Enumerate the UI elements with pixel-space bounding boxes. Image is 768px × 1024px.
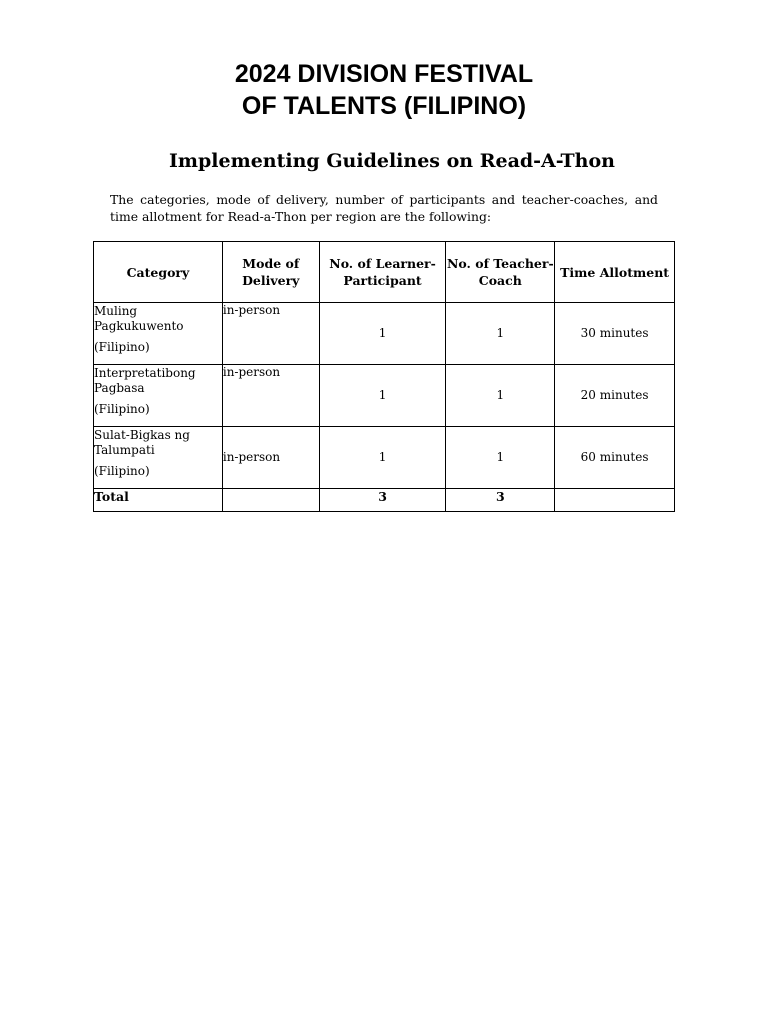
learner-count-cell: 1 <box>319 303 446 365</box>
category-cell <box>94 303 223 365</box>
category-name: Interpretatibong Pagbasa <box>94 366 196 395</box>
total-time-cell <box>555 489 675 512</box>
total-mode-cell <box>222 489 319 512</box>
intro-paragraph: The categories, mode of delivery, number of participants and teacher-coaches, and time allotment for Read-a-Thon per region are the following: <box>110 192 658 224</box>
category-language: (Filipino) <box>94 464 150 478</box>
mode-cell: in-person <box>222 365 319 427</box>
learner-count-cell: 1 <box>319 427 446 489</box>
mode-cell: in-person <box>222 427 319 489</box>
table-row <box>94 303 675 365</box>
table-row <box>94 427 675 489</box>
coach-count-cell: 1 <box>446 427 555 489</box>
document-title <box>0 58 768 122</box>
guidelines-table <box>93 241 675 512</box>
coach-count-cell: 1 <box>446 303 555 365</box>
total-coaches: 3 <box>446 489 555 512</box>
learner-count-cell: 1 <box>319 365 446 427</box>
mode-cell: in-person <box>222 303 319 365</box>
category-language: (Filipino) <box>94 402 150 416</box>
table-header-row <box>94 242 675 303</box>
category-name: Sulat-Bigkas ng Talumpati <box>94 428 190 457</box>
header-teacher-coach: No. of Teacher-Coach <box>446 242 555 303</box>
header-time-allotment: Time Allotment <box>555 242 675 303</box>
title-line-1: 2024 DIVISION FESTIVAL <box>234 60 534 88</box>
title-line-2: OF TALENTS (FILIPINO) <box>241 92 527 120</box>
category-name: Muling Pagkukuwento <box>94 304 184 333</box>
header-category: Category <box>94 242 223 303</box>
category-language: (Filipino) <box>94 340 150 354</box>
category-cell <box>94 365 223 427</box>
header-mode-of-delivery: Mode of Delivery <box>222 242 319 303</box>
category-cell <box>94 427 223 489</box>
header-learner-participant: No. of Learner-Participant <box>319 242 446 303</box>
table-row <box>94 365 675 427</box>
time-allotment-cell: 30 minutes <box>555 303 675 365</box>
total-row <box>94 489 675 512</box>
total-learners: 3 <box>319 489 446 512</box>
document-subtitle: Implementing Guidelines on Read-A-Thon <box>169 150 615 172</box>
total-label: Total <box>94 489 223 512</box>
time-allotment-cell: 20 minutes <box>555 365 675 427</box>
coach-count-cell: 1 <box>446 365 555 427</box>
time-allotment-cell: 60 minutes <box>555 427 675 489</box>
